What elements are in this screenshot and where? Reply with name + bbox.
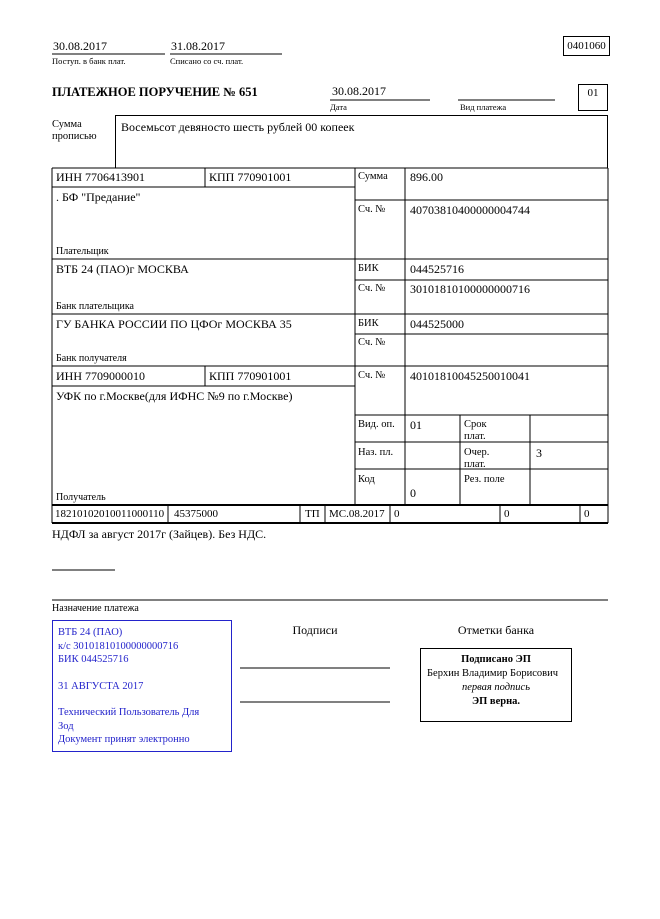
esign-verified: ЭП верна. — [471, 696, 520, 707]
sum-value: 896.00 — [410, 170, 443, 184]
tax-doc-number: 0 — [394, 508, 400, 520]
payment-purpose-label: Назначение платежа — [52, 603, 139, 614]
electronic-signature-box — [420, 648, 572, 722]
payee-name: УФК по г.Москве(для ИФНС №9 по г.Москве) — [56, 389, 293, 403]
amount-words-label: Сумма прописью — [52, 119, 97, 143]
payer-bank-account-label: Сч. № — [358, 283, 386, 294]
payer-inn: ИНН 7706413901 — [56, 170, 145, 184]
payee-bank-name: ГУ БАНКА РОССИИ ПО ЦФОг МОСКВА 35 — [56, 317, 292, 331]
payment-purpose-text: НДФЛ за август 2017г (Зайцев). Без НДС. — [52, 527, 267, 541]
payment-kind-label: Вид платежа — [460, 102, 507, 112]
operation-type: 01 — [410, 418, 422, 432]
stamp-date: 31 АВГУСТА 2017 — [58, 680, 144, 692]
priority-value: 3 — [536, 446, 542, 460]
document-date: 30.08.2017 — [332, 84, 386, 98]
payer-kpp: КПП 770901001 — [209, 170, 292, 184]
received-date: 30.08.2017 — [53, 39, 107, 53]
debited-date-label: Списано со сч. плат. — [170, 56, 244, 66]
payer-section-label: Плательщик — [56, 246, 109, 257]
tax-oktmo: 45375000 — [174, 508, 218, 520]
sum-label: Сумма — [358, 171, 388, 182]
payer-bank-bik: 044525716 — [410, 262, 464, 276]
form-code-box — [563, 36, 610, 56]
payee-account: 40101810045250010041 — [410, 369, 530, 383]
priority-label: Очер. плат. — [464, 447, 490, 471]
esign-signer: Берхин Владимир Борисович — [427, 668, 558, 679]
reserve-field-label: Рез. поле — [464, 474, 505, 485]
bank-marks-heading: Отметки банка — [457, 623, 535, 637]
esign-note: первая подпись — [461, 682, 530, 693]
payee-kpp: КПП 770901001 — [209, 369, 292, 383]
tax-kbk: 18210102010011000110 — [55, 508, 165, 520]
tax-period: МС.08.2017 — [329, 508, 385, 520]
purpose-code-label: Наз. пл. — [358, 447, 394, 458]
date-label: Дата — [330, 102, 347, 112]
tax-basis: ТП — [305, 508, 320, 520]
bank-electronic-stamp — [52, 620, 232, 752]
payer-name: . БФ "Предание" — [56, 190, 141, 204]
payee-bank-bik-label: БИК — [358, 318, 379, 329]
code-label: Код — [358, 474, 375, 485]
stamp-corr-account: к/с 30101810100000000716 — [58, 640, 179, 652]
payer-bank-bik-label: БИК — [358, 263, 379, 274]
due-date-label: Срок плат. — [464, 419, 487, 443]
payer-bank-account: 30101810100000000716 — [410, 282, 530, 296]
payee-bank-section-label: Банк получателя — [56, 353, 127, 364]
debited-date: 31.08.2017 — [171, 39, 225, 53]
payee-bank-account-label: Сч. № — [358, 337, 386, 348]
payee-bank-bik: 044525000 — [410, 317, 464, 331]
stamp-status: Документ принят электронно — [58, 734, 190, 745]
payer-account: 40703810400000004744 — [410, 203, 530, 217]
esign-title: Подписано ЭП — [461, 654, 531, 665]
stamp-bank-name: ВТБ 24 (ПАО) — [58, 627, 123, 638]
operation-type-label: Вид. оп. — [358, 419, 395, 430]
status-code: 01 — [587, 87, 599, 99]
payer-bank-name: ВТБ 24 (ПАО)г МОСКВА — [56, 262, 189, 276]
tax-doc-date: 0 — [504, 508, 510, 520]
signatures-heading: Подписи — [292, 623, 338, 637]
stamp-bik: БИК 044525716 — [58, 654, 129, 665]
payee-inn: ИНН 7709000010 — [56, 369, 145, 383]
payee-account-label: Сч. № — [358, 370, 386, 381]
code-value: 0 — [410, 486, 416, 500]
payer-bank-section-label: Банк плательщика — [56, 301, 134, 312]
amount-words: Восемьсот девяносто шесть рублей 00 копеек — [121, 120, 355, 134]
received-date-label: Поступ. в банк плат. — [52, 56, 126, 66]
stamp-user: Технический Пользователь Для Зод — [58, 707, 200, 732]
payer-account-label: Сч. № — [358, 204, 386, 215]
payee-section-label: Получатель — [56, 492, 106, 503]
form-code: 0401060 — [567, 40, 606, 52]
document-title: ПЛАТЕЖНОЕ ПОРУЧЕНИЕ № 651 — [52, 85, 258, 99]
tax-payment-type: 0 — [584, 508, 590, 520]
status-code-box — [578, 84, 608, 111]
